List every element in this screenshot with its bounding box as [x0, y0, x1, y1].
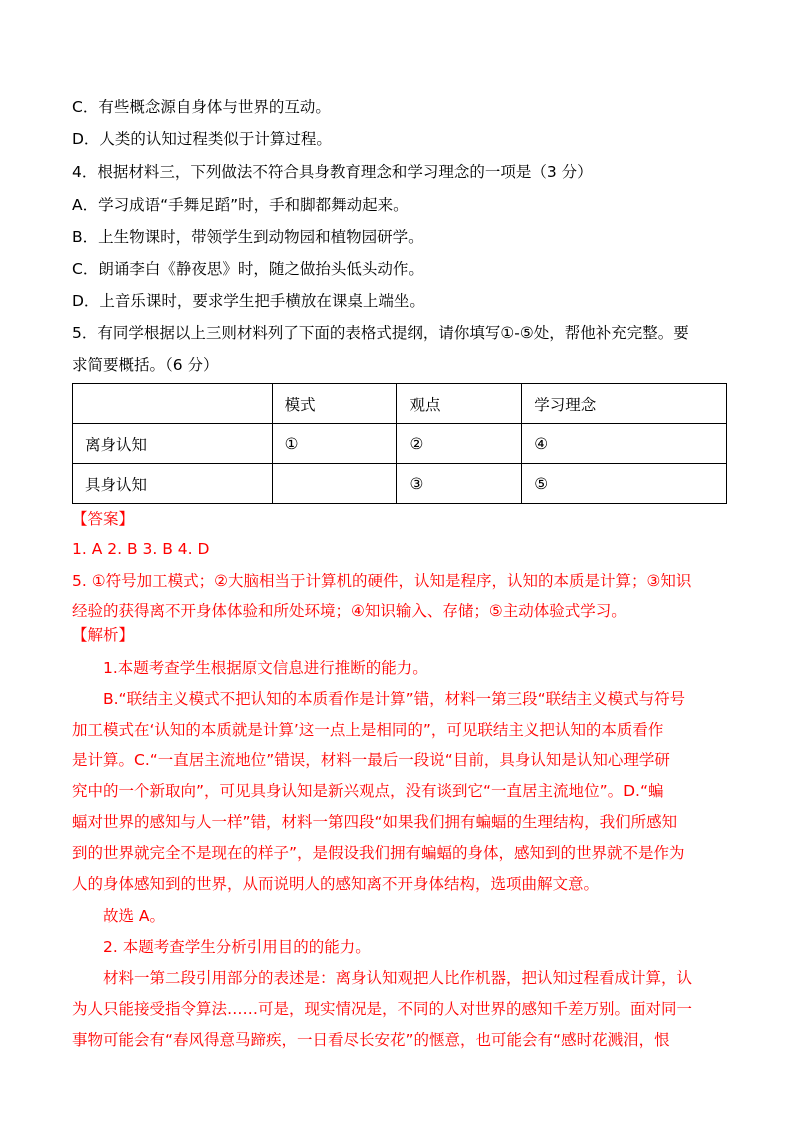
- table-header-cell: 模式: [272, 384, 397, 424]
- analysis-line: 是计算。C.“一直居主流地位”错误，材料一最后一段说“目前，具身认知是认知心理学研: [72, 751, 670, 769]
- analysis-line: 加工模式在‘认知的本质就是计算’这一点上是相同的”，可见联结主义把认知的本质看作: [72, 721, 664, 739]
- option-c: C．有些概念源自身体与世界的互动。: [72, 98, 331, 116]
- analysis-line: 人的身体感知到的世界，从而说明人的感知离不开身体结构，选项曲解文意。: [72, 875, 600, 893]
- analysis-line: B.“联结主义模式不把认知的本质看作是计算”错，材料一第三段“联结主义模式与符号: [103, 690, 686, 708]
- question-4-stem: 4．根据材料三，下列做法不符合具身教育理念和学习理念的一项是（3 分）: [72, 163, 593, 181]
- table-cell: ②: [397, 424, 522, 464]
- option-d: D．人类的认知过程类似于计算过程。: [72, 130, 332, 148]
- analysis-line: 到的世界就完全不是现在的样子”，是假设我们拥有蝙蝠的身体，感知到的世界就不是作为: [72, 844, 685, 862]
- analysis-line: 材料一第二段引用部分的表述是：离身认知观把人比作机器，把认知过程看成计算，认: [103, 969, 693, 987]
- answer-heading: 【答案】: [72, 510, 135, 528]
- table-cell: ③: [397, 464, 522, 504]
- analysis-line: 究中的一个新取向”，可见具身认知是新兴观点，没有谈到它“一直居主流地位”。D.“蝙: [72, 782, 664, 800]
- analysis-line: 2. 本题考查学生分析引用目的的能力。: [103, 938, 371, 956]
- table-cell: ①: [272, 424, 397, 464]
- table-header-cell: 学习理念: [522, 384, 727, 424]
- question-4-option-a: A．学习成语“手舞足蹈”时，手和脚都舞动起来。: [72, 196, 409, 214]
- outline-table: [72, 383, 727, 504]
- question-5-stem-line-1: 5．有同学根据以上三则材料列了下面的表格式提纲，请你填写①-⑤处，帮他补充完整。要: [72, 324, 689, 342]
- analysis-line: 1.本题考查学生根据原文信息进行推断的能力。: [103, 659, 428, 677]
- analysis-heading: 【解析】: [72, 626, 135, 644]
- analysis-line: 事物可能会有“春风得意马蹄疾，一日看尽长安花”的惬意，也可能会有“感时花溅泪，恨: [72, 1031, 670, 1049]
- answer-line-2: 5. ①符号加工模式；②大脑相当于计算机的硬件，认知是程序，认知的本质是计算；③知识: [72, 572, 692, 590]
- table-header-cell: [73, 384, 273, 424]
- table-header-cell: 观点: [397, 384, 522, 424]
- answer-line-1: 1. A 2. B 3. B 4. D: [72, 540, 210, 558]
- table-row: [73, 464, 727, 504]
- question-4-option-b: B．上生物课时，带领学生到动物园和植物园研学。: [72, 228, 424, 246]
- question-4-option-d: D．上音乐课时，要求学生把手横放在课桌上端坐。: [72, 292, 425, 310]
- answer-line-3: 经验的获得离不开身体体验和所处环境；④知识输入、存储；⑤主动体验式学习。: [72, 602, 627, 620]
- table-cell: 离身认知: [73, 424, 273, 464]
- question-4-option-c: C．朗诵李白《静夜思》时，随之做抬头低头动作。: [72, 260, 424, 278]
- table-cell: ④: [522, 424, 727, 464]
- analysis-line: 为人只能接受指令算法……可是，现实情况是，不同的人对世界的感知千差万别。面对同一: [72, 1000, 693, 1018]
- question-5-stem-line-2: 求简要概括。（6 分）: [72, 356, 219, 374]
- table-header-row: [73, 384, 727, 424]
- table-cell: ⑤: [522, 464, 727, 504]
- analysis-line: 蝠对世界的感知与人一样”错，材料一第四段“如果我们拥有蝙蝠的生理结构，我们所感知: [72, 813, 678, 831]
- table-row: [73, 424, 727, 464]
- table-cell: 具身认知: [73, 464, 273, 504]
- analysis-line: 故选 A。: [103, 907, 166, 925]
- table-cell: [272, 464, 397, 504]
